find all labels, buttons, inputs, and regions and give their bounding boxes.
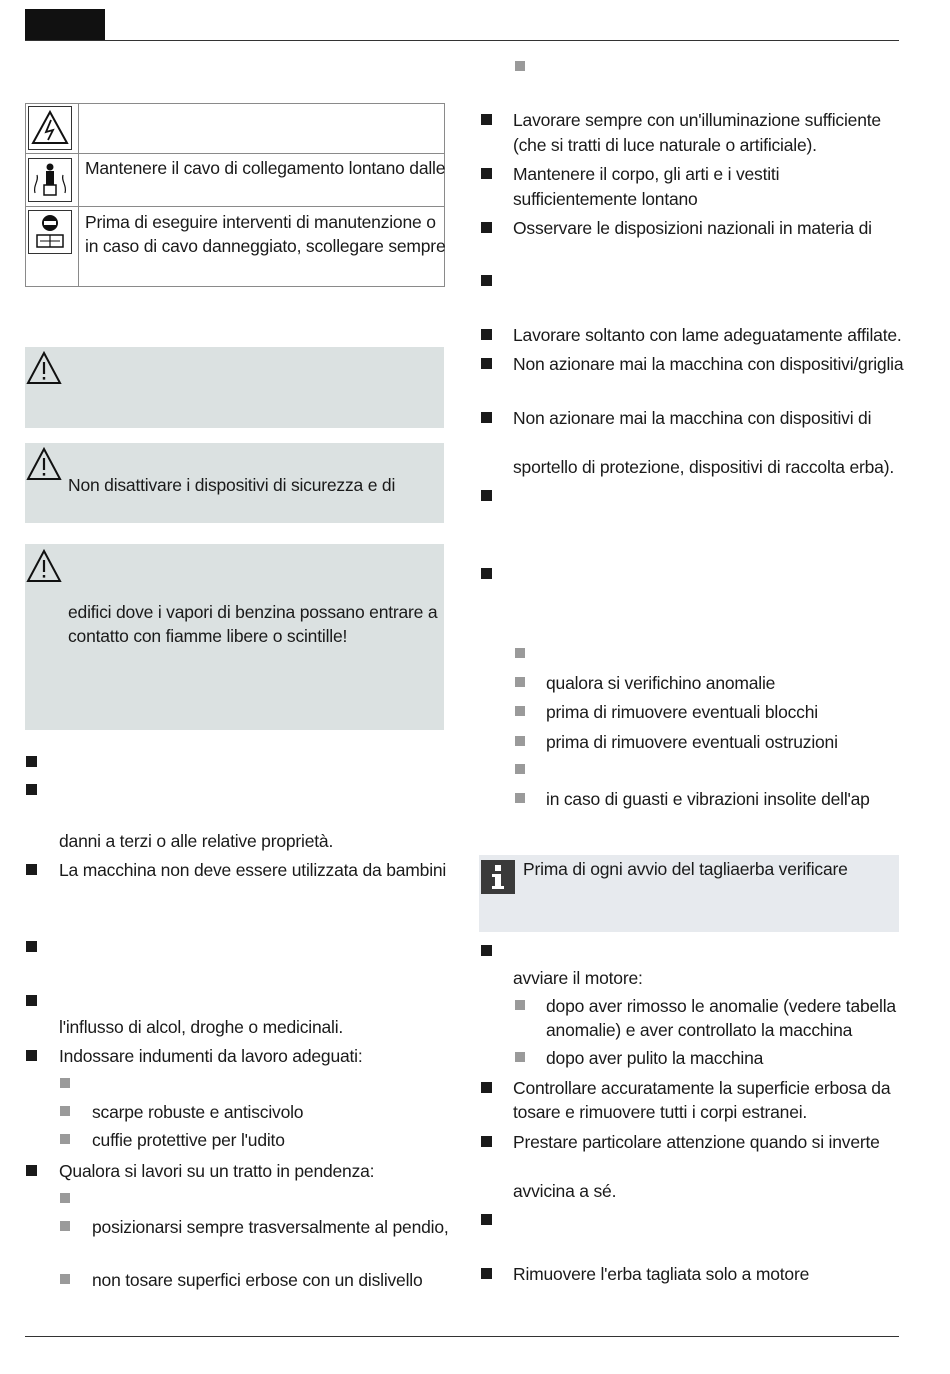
list-item: Lavorare sempre con un'illuminazione sufficiente [513, 110, 881, 130]
list-item: posizionarsi sempre trasversalmente al pendio, [92, 1217, 449, 1237]
list-item: Osservare le disposizioni nazionali in materia di [513, 218, 872, 238]
bullet [481, 945, 492, 956]
list-item: sufficientemente lontano [513, 189, 698, 209]
header-tab [25, 9, 105, 40]
sub-bullet [60, 1274, 70, 1284]
bullet [26, 864, 37, 875]
warning-box-2-text: Non disattivare i dispositivi di sicurezza e di [68, 475, 396, 495]
warning-triangle-icon [26, 447, 62, 481]
sub-bullet [60, 1106, 70, 1116]
warning-triangle-icon [26, 549, 62, 583]
sub-bullet [60, 1134, 70, 1144]
bullet [481, 275, 492, 286]
list-item: qualora si verifichino anomalie [546, 673, 776, 693]
bullet [481, 1214, 492, 1225]
list-item: dopo aver pulito la macchina [546, 1048, 764, 1068]
bullet [481, 222, 492, 233]
list-item: scarpe robuste e antiscivolo [92, 1102, 304, 1122]
table-row-unplug-line2: in caso di cavo danneggiato, scollegare sempre [85, 236, 446, 256]
list-item: Rimuovere l'erba tagliata solo a motore [513, 1264, 810, 1284]
keep-cable-away-icon [28, 158, 72, 202]
sub-bullet [515, 677, 525, 687]
header-rule [25, 40, 899, 41]
sub-bullet [515, 764, 525, 774]
bullet [26, 784, 37, 795]
info-text: Prima di ogni avvio del tagliaerba verificare [523, 859, 848, 879]
bullet [481, 1082, 492, 1093]
list-item: avvicina a sé. [513, 1181, 617, 1201]
list-item: danni a terzi o alle relative proprietà. [59, 831, 334, 851]
info-icon [481, 860, 515, 894]
list-item: anomalie) e aver controllato la macchina [546, 1020, 853, 1040]
bullet [26, 941, 37, 952]
bullet [481, 358, 492, 369]
bullet [481, 168, 492, 179]
sub-bullet [515, 1052, 525, 1062]
list-item: Lavorare soltanto con lame adeguatamente affilate. [513, 325, 902, 345]
bullet [481, 114, 492, 125]
list-item: prima di rimuovere eventuali blocchi [546, 702, 818, 722]
sub-bullet [60, 1078, 70, 1088]
list-item: dopo aver rimosso le anomalie (vedere tabella [546, 996, 896, 1016]
footer-rule [25, 1336, 899, 1337]
sub-bullet [515, 1000, 525, 1010]
list-item: avviare il motore: [513, 968, 643, 988]
bullet [481, 329, 492, 340]
sub-bullet [60, 1193, 70, 1203]
list-item: l'influsso di alcol, droghe o medicinali. [59, 1017, 344, 1037]
sub-bullet [515, 793, 525, 803]
sub-bullet [515, 736, 525, 746]
bullet [26, 756, 37, 767]
bullet [481, 568, 492, 579]
warning-box-1 [25, 347, 444, 428]
symbol-table [25, 103, 445, 287]
list-item: Non azionare mai la macchina con dispositivi di [513, 408, 872, 428]
warning-triangle-icon [26, 351, 62, 385]
list-item: Qualora si lavori su un tratto in pendenza: [59, 1161, 375, 1181]
sub-bullet [515, 648, 525, 658]
bullet [481, 490, 492, 501]
list-item: La macchina non deve essere utilizzata da bambini [59, 860, 447, 880]
sub-bullet [60, 1221, 70, 1231]
list-item: prima di rimuovere eventuali ostruzioni [546, 732, 838, 752]
list-item: Indossare indumenti da lavoro adeguati: [59, 1046, 363, 1066]
list-item: Prestare particolare attenzione quando si inverte [513, 1132, 880, 1152]
list-item: non tosare superfici erbose con un dislivello [92, 1270, 423, 1290]
list-item: sportello di protezione, dispositivi di raccolta erba). [513, 457, 894, 477]
list-item: Non azionare mai la macchina con dispositivi/griglia [513, 354, 904, 374]
list-item: (che si tratti di luce naturale o artificiale). [513, 135, 817, 155]
bullet [481, 1136, 492, 1147]
bullet [26, 995, 37, 1006]
list-item: Controllare accuratamente la superficie erbosa da [513, 1078, 891, 1098]
list-item: Mantenere il corpo, gli arti e i vestiti [513, 164, 780, 184]
table-row-unplug-line1: Prima di eseguire interventi di manutenzione o [85, 212, 436, 232]
list-item: in caso di guasti e vibrazioni insolite dell'ap [546, 789, 870, 809]
bullet [26, 1050, 37, 1061]
bullet [481, 1268, 492, 1279]
warning-box-3-line2: contatto con fiamme libere o scintille! [68, 626, 348, 646]
warning-box-3-line1: edifici dove i vapori di benzina possano entrare a [68, 602, 438, 622]
list-item: tosare e rimuovere tutti i corpi estranei. [513, 1102, 808, 1122]
unplug-before-maintenance-icon [28, 210, 72, 254]
bullet [481, 412, 492, 423]
electric-shock-warning-icon [28, 106, 72, 150]
bullet [26, 1165, 37, 1176]
sub-bullet [515, 61, 525, 71]
sub-bullet [515, 706, 525, 716]
list-item: cuffie protettive per l'udito [92, 1130, 285, 1150]
table-row-cable-text: Mantenere il cavo di collegamento lontano dalle [85, 158, 446, 178]
